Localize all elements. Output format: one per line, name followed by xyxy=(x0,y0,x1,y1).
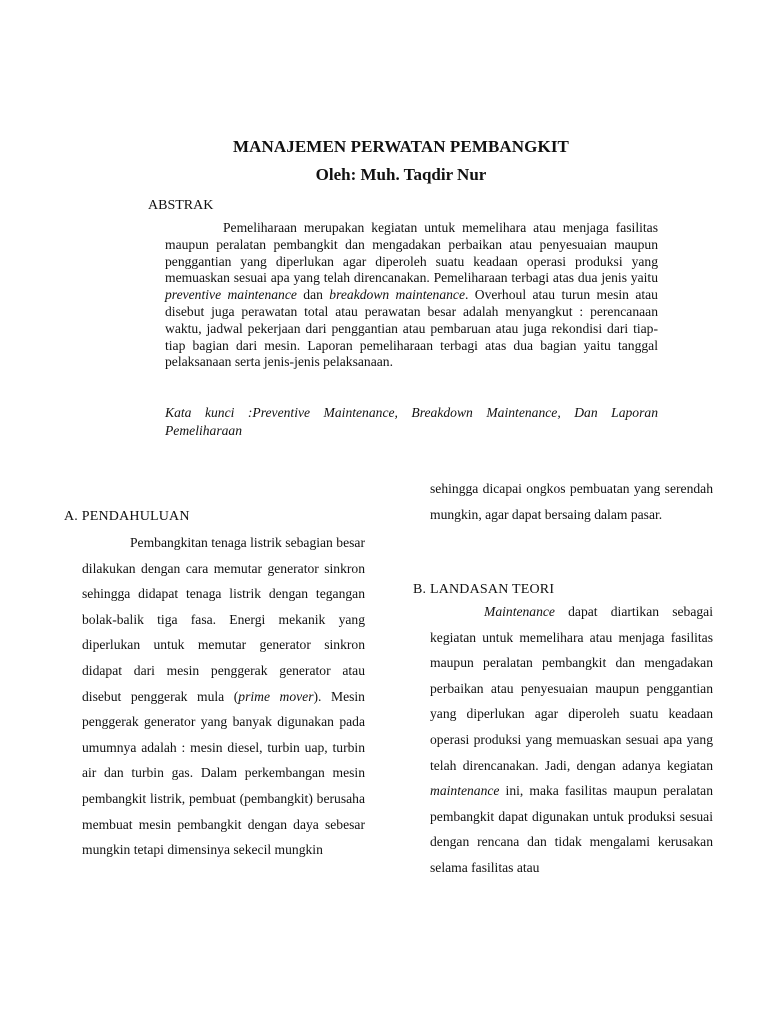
abstract-heading: ABSTRAK xyxy=(148,198,214,213)
section-b-heading: B. LANDASAN TEORI xyxy=(413,582,555,597)
section-a-text-1: Pembangkitan tenaga listrik sebagian besar dilakukan dengan cara memutar generator sinkron sehingga didapat tenaga listrik dengan tegangan bolak-balik tiga fasa. Energi mekanik yang diperlukan untuk memutar generator sinkron didapat dari mesin penggerak generator atau disebut penggerak mula ( xyxy=(82,535,365,704)
section-b-term-maintenance: Maintenance xyxy=(484,604,555,619)
keywords: Kata kunci :Preventive Maintenance, Breakdown Maintenance, Dan Laporan Pemeliharaan xyxy=(165,405,658,438)
paper-title: MANAJEMEN PERWATAN PEMBANGKIT xyxy=(232,137,569,156)
section-a-text-2: ). Mesin penggerak generator yang banyak digunakan pada umumnya adalah : mesin diesel, turbin uap, turbin air dan turbin gas. Dalam perkembangan mesin pembangkit listrik, pembuat (pembangkit) berusaha membuat mesin pembangkit dengan daya sebesar mungkin tetapi dimensinya sekecil mungkin xyxy=(82,688,365,858)
section-a-term-prime-mover: prime mover xyxy=(238,688,314,704)
section-b-text-2: ini, maka fasilitas maupun peralatan pembangkit dapat digunakan untuk produksi sesuai dengan rencana dan tidak mengalami kerusakan selama fasilitas atau xyxy=(430,783,713,875)
section-a-body xyxy=(82,530,365,863)
abstract-body xyxy=(165,220,658,371)
paper-author: Oleh: Muh. Taqdir Nur xyxy=(315,165,487,184)
section-b-term-maintenance-2: maintenance xyxy=(430,783,500,799)
section-a-heading: A. PENDAHULUAN xyxy=(64,509,190,524)
abstract-term-preventive: preventive maintenance xyxy=(165,287,297,303)
abstract-text-1: Pemeliharaan merupakan kegiatan untuk memelihara atau menjaga fasilitas maupun peralatan pembangkit dan mengadakan perbaikan atau penyesuaian maupun penggantian yang diperlukan agar diperoleh suatu keadaan operasi produksi yang memuaskan sesuai apa yang telah direncanakan. Pemeliharaan terbagi atas dua jenis yaitu xyxy=(165,220,658,286)
abstract-text-3: . Overhoul atau turun mesin atau disebut juga perawatan total atau perawatan besar adalah menyangkut : perencanaan waktu, jadwal pekerjaan dari penggantian atau pembaruan atau juga rekondisi dari tiap-tiap bagian dari mesin. Laporan pemeliharaan terbagi atas dua bagian yaitu tanggal pelaksanaan serta jenis-jenis pelaksanaan. xyxy=(165,287,658,370)
section-b-text-1: dapat diartikan sebagai kegiatan untuk memelihara atau menjaga fasilitas maupun peralatan pembangkit dan mengadakan perbaikan atau penyesuaian maupun penggantian yang diperlukan agar diperoleh suatu keadaan operasi produksi yang memuaskan sesuai apa yang telah direncanakan. Jadi, dengan adanya kegiatan xyxy=(430,604,713,773)
section-b-body xyxy=(430,599,713,881)
abstract-term-breakdown: breakdown maintenance xyxy=(329,287,465,303)
section-a-continuation: sehingga dicapai ongkos pembuatan yang serendah mungkin, agar dapat bersaing dalam pasar. xyxy=(430,481,713,522)
abstract-text-2: dan xyxy=(296,287,330,303)
